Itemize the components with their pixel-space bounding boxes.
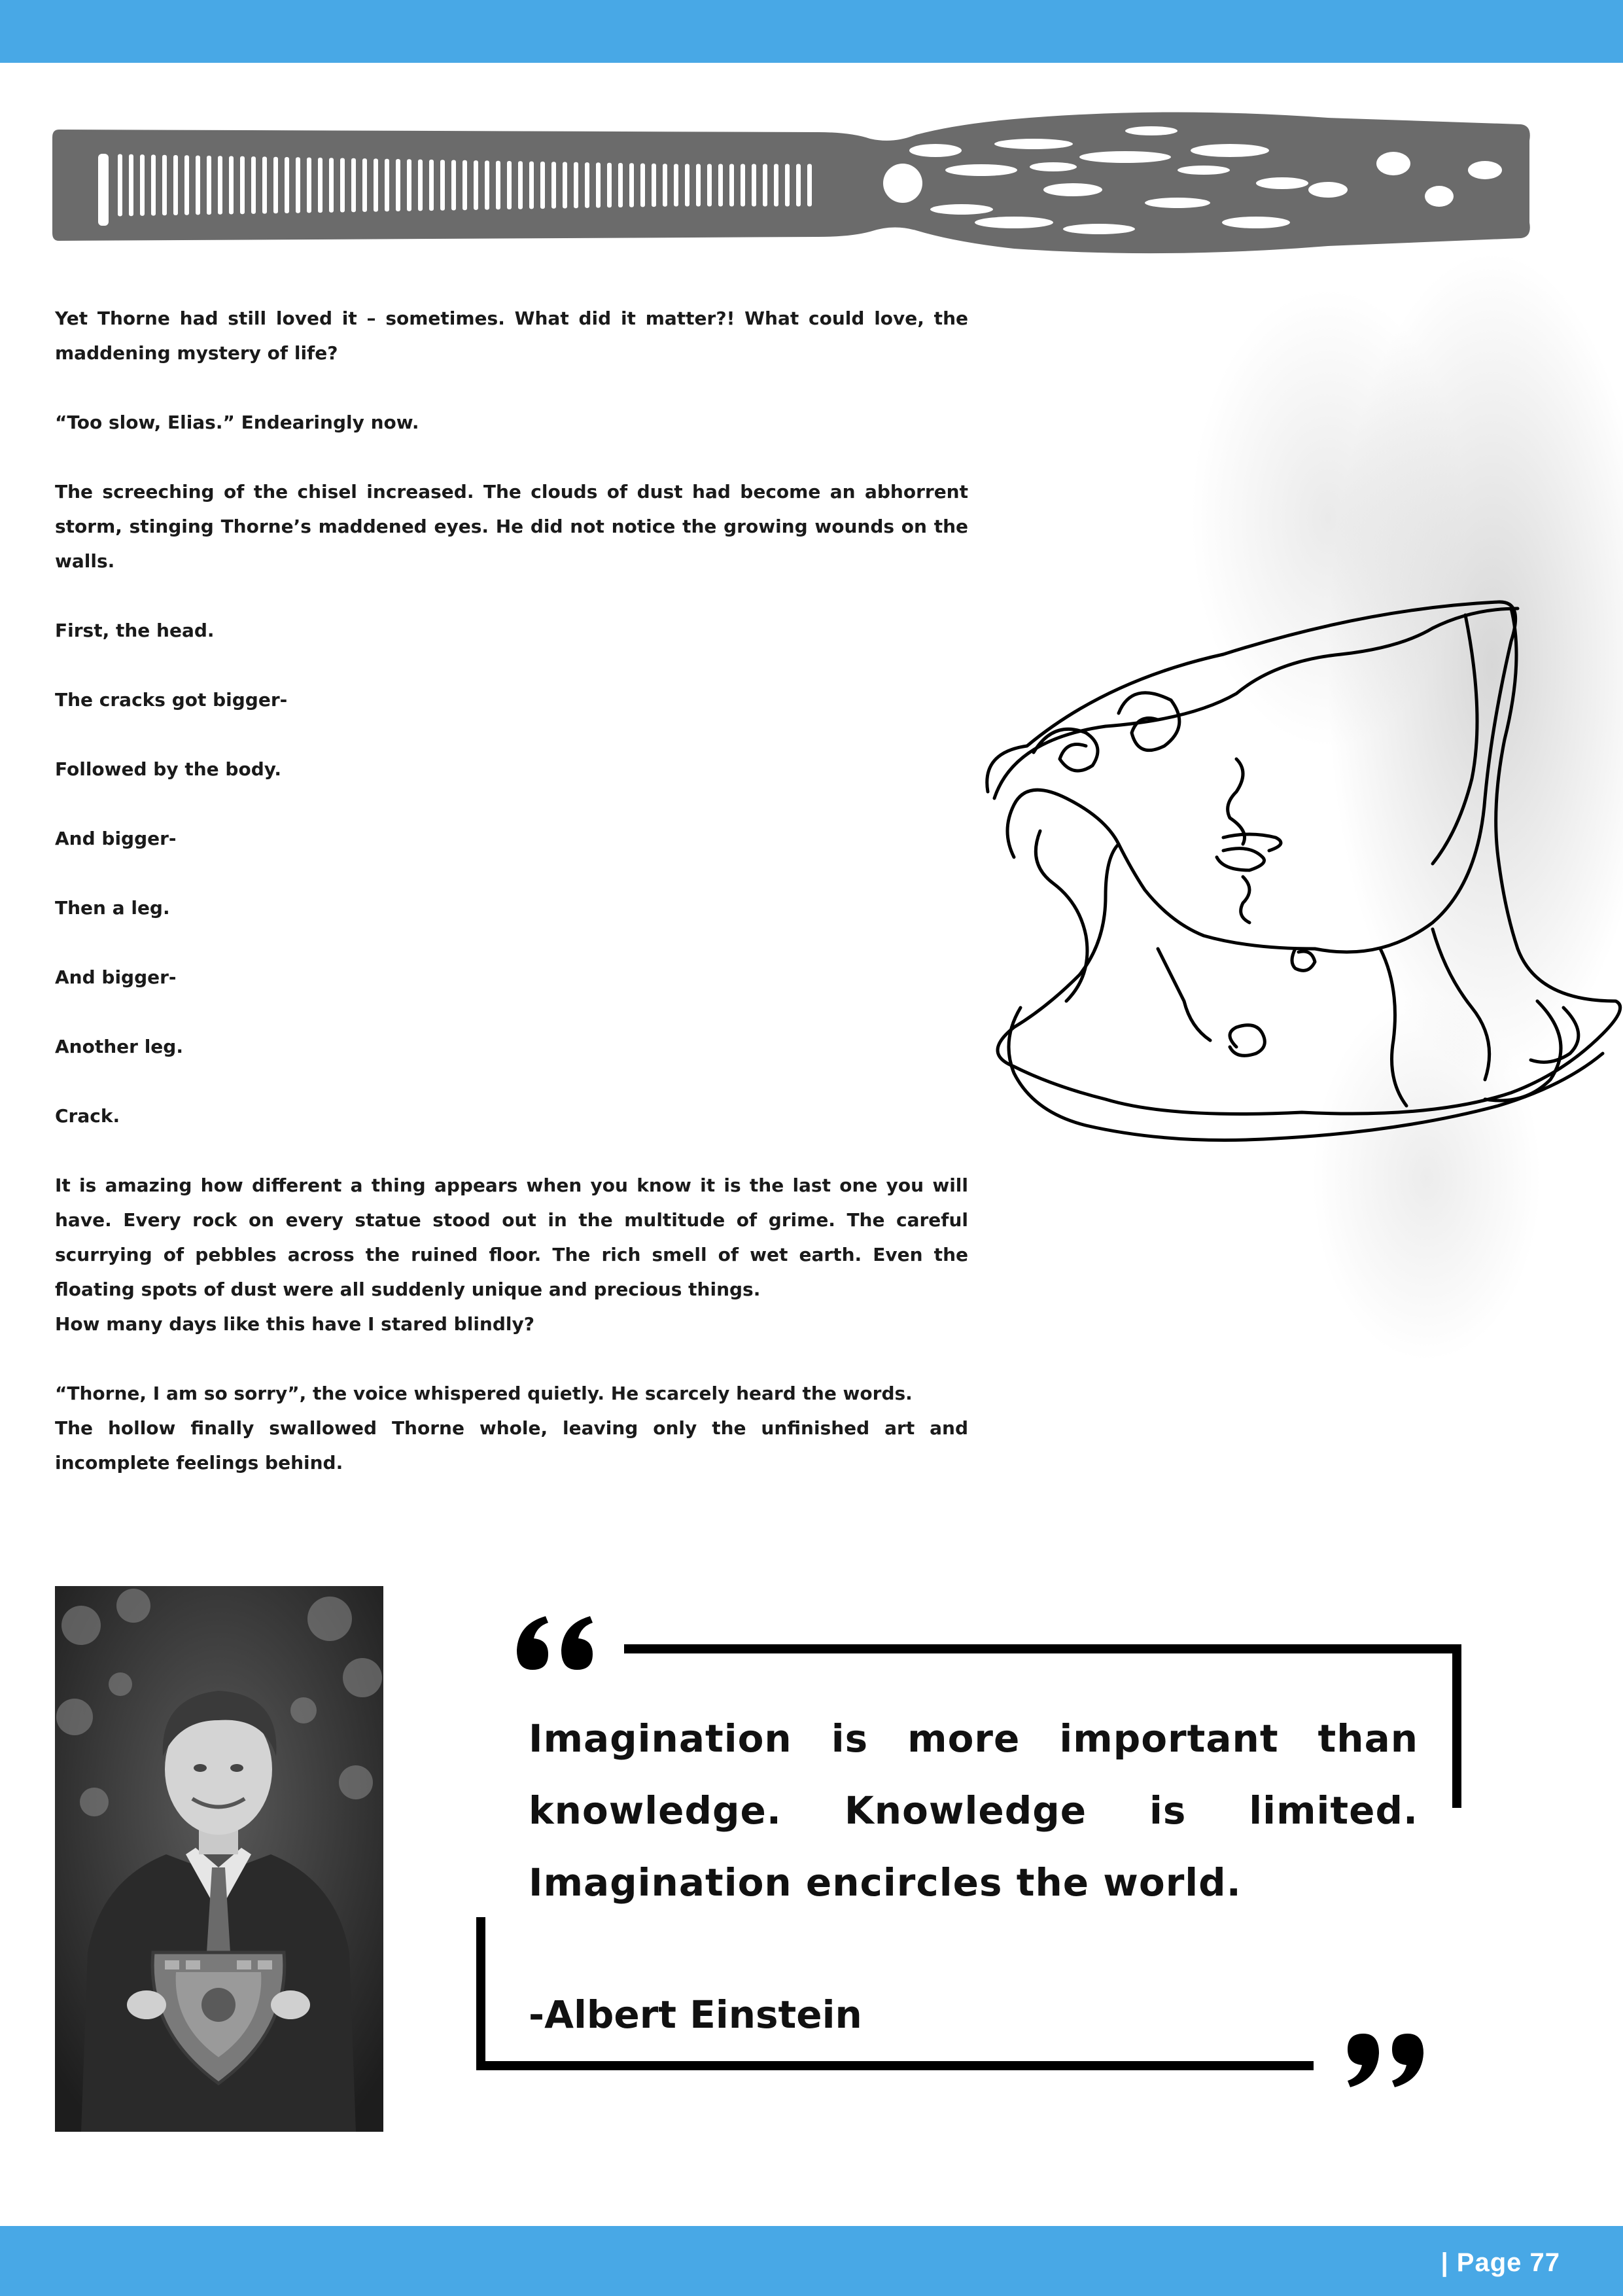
story-paragraph: The screeching of the chisel increased. The clouds of dust had become an abhorrent storm, stinging Thorne’s maddened eyes. He did not notice the growing wounds on the walls. [55,481,968,572]
open-quote-icon [512,1610,597,1675]
story-paragraph: Followed by the body. [55,758,282,780]
page-number: | Page 77 [1440,2248,1560,2277]
story-paragraph: It is amazing how different a thing appears when you know it is the last one you will have. Every rock on every statue stood out in the multitude of grime. The careful scurrying of pebbles across the ruined floor. The rich smell of wet earth. Even the floating spots of dust were all suddenly unique and precious things. [55,1174,968,1300]
quote-border-right [1452,1644,1461,1808]
student-photo [55,1586,383,2132]
story-paragraph: The hollow finally swallowed Thorne whole, leaving only the unfinished art and incomplete feelings behind. [55,1417,968,1474]
chisel-illustration [52,92,1544,288]
story-paragraph: The cracks got bigger- [55,689,288,711]
quote-border-top [624,1644,1461,1653]
quote-box [476,1610,1471,2107]
quote-border-left [476,1917,485,2070]
quote-text: Imagination is more important than knowledge. Knowledge is limited. Imagination encircles the world. [529,1716,1418,1905]
story-paragraph: And bigger- [55,966,177,988]
close-quote-icon [1344,2028,1429,2094]
story-paragraph: Crack. [55,1105,120,1127]
story-paragraph: “Too slow, Elias.” Endearingly now. [55,412,419,433]
story-paragraph: Then a leg. [55,897,170,919]
story-paragraph: “Thorne, I am so sorry”, the voice whispered quietly. He scarcely heard the words. [55,1383,913,1404]
story-paragraph: First, the head. [55,620,215,641]
story-paragraph: How many days like this have I stared blindly? [55,1313,534,1335]
top-banner [0,0,1623,63]
quote-border-bottom [476,2061,1314,2070]
story-paragraph: Another leg. [55,1036,183,1057]
story-paragraph: Yet Thorne had still loved it – sometimes. What did it matter?! What could love, the maddening mystery of life? [55,308,968,364]
quote-author: -Albert Einstein [529,1992,862,2037]
story-text [55,301,968,1515]
story-paragraph: And bigger- [55,828,177,849]
bottom-banner [0,2226,1623,2296]
bust-line-drawing [975,582,1622,1368]
